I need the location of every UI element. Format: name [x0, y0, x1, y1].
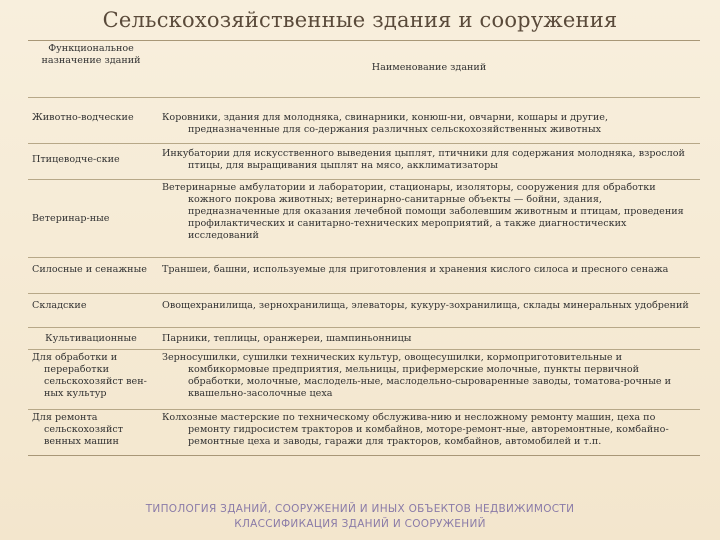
table-row: [28, 410, 700, 456]
table-row: [28, 350, 700, 410]
row-category: Культивационные: [28, 328, 154, 350]
row-category: Животно-водческие: [28, 98, 154, 144]
row-names-text: Инкубатории для искусственного выведения цыплят, птичники для содержания молодняка, взрослой птицы, для выращивания цыплят на мясо, акклиматизаторы: [162, 148, 685, 171]
footer: [0, 502, 720, 532]
row-names: [154, 180, 700, 258]
row-names: [154, 98, 700, 144]
row-category-text: Для обработки и переработки сельскохозяйст вен-ных культур: [32, 352, 147, 399]
buildings-table: [28, 40, 700, 456]
row-category: [28, 410, 154, 456]
row-category: [28, 258, 154, 294]
row-names: [154, 328, 700, 350]
row-names-text: Колхозные мастерские по техническому обслужива-нию и несложному ремонту машин, цеха по ремонту гидросистем тракторов и комбайнов, моторе-ремонт-ные, авторемонтные, комбайно-ремонтные цеха и заводы, гаражи для тракторов, комбайнов, автомобилей и т.п.: [162, 412, 669, 447]
row-names: [154, 258, 700, 294]
row-names-text: Парники, теплицы, оранжереи, шампиньонницы: [162, 333, 412, 344]
row-names-text: Ветеринарные амбулатории и лаборатории, стационары, изоляторы, сооружения для обработки кожного покрова животных; ветеринарно-санитарные объекты — бойни, здания, предназначенные для оказания лечебной помощи заболевшим животным и птицам, проведения профилактических и санитарно-технических мероприятий, а также диагностических исследований: [162, 182, 684, 241]
row-names: [154, 294, 700, 328]
header-names: Наименование зданий: [154, 41, 700, 98]
row-names-text: Овощехранилища, зернохранилища, элеваторы, кукуру-зохранилища, склады минеральных удобрений: [162, 300, 689, 311]
table-row: [28, 98, 700, 144]
row-category: [28, 350, 154, 410]
footer-line-classification: КЛАССИФИКАЦИЯ ЗДАНИЙ И СООРУЖЕНИЙ: [234, 518, 486, 530]
table-row: [28, 294, 700, 328]
row-category: Птицеводче-ские: [28, 144, 154, 180]
table-row: [28, 258, 700, 294]
row-names: [154, 350, 700, 410]
row-category: Ветеринар-ные: [28, 180, 154, 258]
footer-line-typology: ТИПОЛОГИЯ ЗДАНИЙ, СООРУЖЕНИЙ И ИНЫХ ОБЪЕКТОВ НЕДВИЖИМОСТИ: [145, 503, 575, 515]
row-names-text: Зерносушилки, сушилки технических культур, овощесушилки, кормоприготовительные и комбикормовые предприятия, мельницы, прифермерские молочные, пункты первичной обработки, молочные, маслодель-ные, маслодельно-сыроваренные заводы, томатова-рочные и квашельно-засолочные цеха: [162, 352, 672, 399]
row-names: [154, 144, 700, 180]
page-title: Сельскохозяйственные здания и сооружения: [102, 8, 618, 32]
table-row: [28, 144, 700, 180]
row-names-text: Траншеи, башни, используемые для приготовления и хранения кислого силоса и пресного сенажа: [162, 264, 669, 275]
row-names: [154, 410, 700, 456]
header-function: Функциональное назначение зданий: [28, 41, 154, 98]
row-category-text: Силосные и сенажные: [32, 264, 147, 275]
table-header-row: [28, 41, 700, 98]
row-category-text: Для ремонта сельскохозяйст венных машин: [32, 412, 124, 447]
row-names-text: Коровники, здания для молодняка, свинарники, конюш-ни, овчарни, кошары и другие, предназначенные для со-держания различных сельскохозяйственных животных: [162, 112, 608, 135]
table-row: [28, 180, 700, 258]
row-category: Складские: [28, 294, 154, 328]
table-row: [28, 328, 700, 350]
